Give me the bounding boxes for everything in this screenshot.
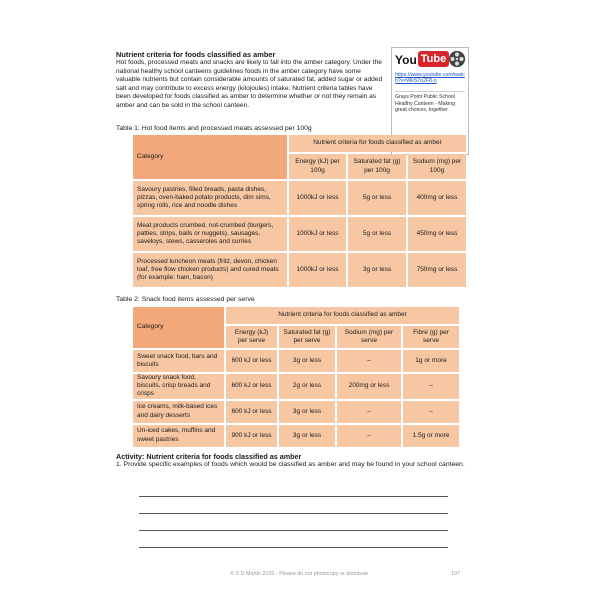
table1-category-header: Category [133,135,287,179]
table1 [131,133,468,289]
table-row [133,181,466,215]
youtube-link[interactable]: https://www.youtube.com/watch?v=WkS7o2F8-o [395,72,465,85]
satfat-value: 3g or less [348,253,406,287]
table2-group-header: Nutrient criteria for foods classified as amber [226,307,459,324]
satfat-value: 3g or less [279,401,335,423]
fibre-value: – [403,401,459,423]
row-category: Ice creams, milk-based ices and dairy desserts [133,401,224,423]
film-reel-icon [448,50,466,68]
energy-value: 1000kJ or less [289,253,346,287]
energy-value: 600 kJ or less [226,374,277,399]
energy-value: 900 kJ or less [226,425,277,447]
energy-value: 1000kJ or less [289,217,346,251]
fibre-value: 1g or more [403,350,459,372]
sodium-value: 200mg or less [337,374,401,399]
table1-group-header: Nutrient criteria for foods classified as amber [289,135,466,152]
table-row [133,425,459,447]
satfat-value: 3g or less [279,425,335,447]
sodium-value: 450mg or less [408,217,466,251]
table2-col-energy: Energy (kJ) per serve [226,326,277,348]
energy-value: 600 kJ or less [226,350,277,372]
copyright-footer: © S D Martin 2026 - Please do not photocopy or distribute [230,571,369,577]
answer-line[interactable] [139,530,448,531]
row-category: Savoury pastries, filled breads, pasta dishes, pizzas, oven-baked potato products, dim sims, spring rolls, rice and noodle dishes [133,181,287,215]
satfat-value: 5g or less [348,181,406,215]
page-number: 197 [451,571,460,577]
table2-col-fibre: Fibre (g) per serve [403,326,459,348]
sodium-value: – [337,350,401,372]
activity-question: 1. Provide specific examples of foods which would be classified as amber and may be found in your school canteen. [116,461,465,468]
row-category: Processed luncheon meats (fritz, devon, chicken loaf, free flow chicken products) and cured meats (for example: ham, bacon) [133,253,287,287]
table-row [133,350,459,372]
table2-caption: Table 2: Snack food items assessed per serve [116,296,255,303]
table1-col-sodium: Sodium (mg) per 100g [408,154,466,179]
satfat-value: 2g or less [279,374,335,399]
fibre-value: 1.5g or more [403,425,459,447]
table1-caption: Table 1: Hot food items and processed meats assessed per 100g [116,125,312,132]
video-description: Grays Point Public School Healthy Canteen - Making great choices, together [395,94,455,114]
row-category: Savoury snack food, biscuits, crisp breads and crisps [133,374,224,399]
sodium-value: – [337,425,401,447]
table2 [131,305,461,449]
row-category: Meat products crumbed, not-crumbed (burgers, patties, strips, balls or nuggets), sausages, saveloys, stews, casseroles and curries [133,217,287,251]
table2-col-satfat: Saturated fat (g) per serve [279,326,335,348]
row-category: Sweet snack food, bars and biscuits [133,350,224,372]
energy-value: 1000kJ or less [289,181,346,215]
table2-col-sodium: Sodium (mg) per serve [337,326,401,348]
divider [395,91,465,92]
answer-line[interactable] [139,496,448,497]
energy-value: 600 kJ or less [226,401,277,423]
satfat-value: 3g or less [279,350,335,372]
table-row [133,253,466,287]
table1-col-energy: Energy (kJ) per 100g [289,154,346,179]
table2-category-header: Category [133,307,224,348]
activity-title: Activity: Nutrient criteria for foods classified as amber [116,452,302,461]
answer-line[interactable] [139,547,448,548]
table-row [133,401,459,423]
satfat-value: 5g or less [348,217,406,251]
sodium-value: 400mg or less [408,181,466,215]
intro-paragraph: Hot foods, processed meats and snacks are likely to fall into the amber category. Under the national healthy school canteens guidelines foods in the amber category have some valuable nutrients but contain considerable amounts of saturated fat, added sugar or added salt and may contribute to excess energy (kilojoules) intake. Nutrient criteria tables have been developed for foods classified as amber to determine whether or not they remain as amber and can be sold in the school canteen. [116,59,383,109]
sodium-value: 750mg or less [408,253,466,287]
section-heading: Nutrient criteria for foods classified as amber [116,50,276,59]
sodium-value: – [337,401,401,423]
fibre-value: – [403,374,459,399]
youtube-logo: You Tube [395,51,449,68]
table-row [133,217,466,251]
row-category: Un-iced cakes, muffins and sweet pastries [133,425,224,447]
table-row [133,374,459,399]
table1-col-satfat: Saturated fat (g) per 100g [348,154,406,179]
answer-line[interactable] [139,513,448,514]
